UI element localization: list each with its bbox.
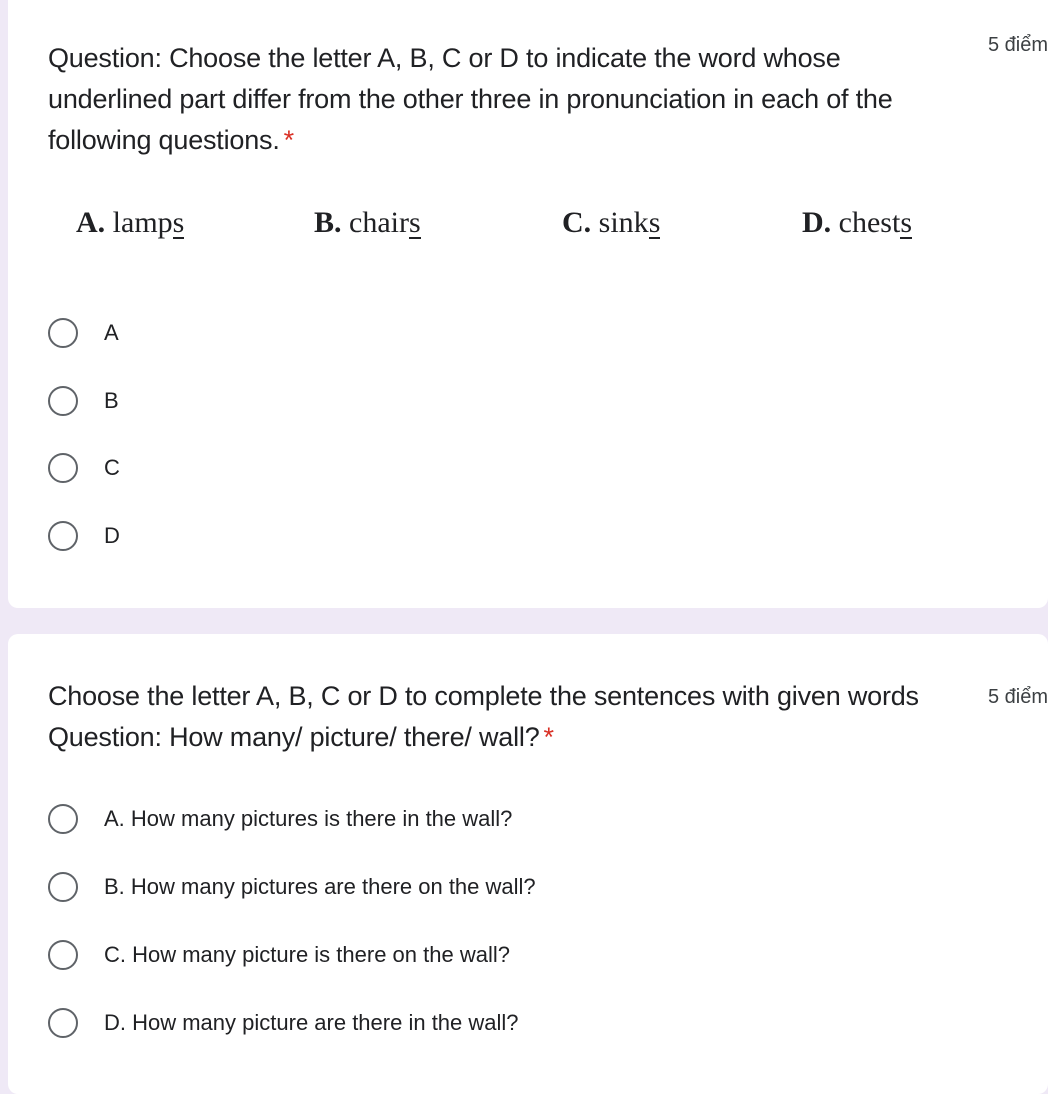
word-choice-a [76, 206, 184, 240]
question-card-1 [8, 0, 1048, 608]
answer-option-a[interactable] [48, 317, 119, 349]
radio-button[interactable] [48, 386, 78, 416]
answer-option-a[interactable] [48, 803, 512, 835]
word-letter: D. [802, 206, 832, 239]
question-2-points: 5 điểm [988, 686, 1048, 708]
option-label: C. How many picture is there on the wall? [104, 942, 510, 967]
answer-option-b[interactable] [48, 385, 119, 417]
underlined-part: s [172, 206, 185, 239]
question-2-text: Question: How many/ picture/ there/ wall? [48, 722, 540, 752]
radio-button[interactable] [48, 940, 78, 970]
question-1-text: Question: Choose the letter A, B, C or D to indicate the word whose underlined part differ from the other three in pronunciation in each of the following questions. [48, 43, 893, 155]
answer-option-d[interactable] [48, 1007, 519, 1039]
radio-button[interactable] [48, 453, 78, 483]
word-choice-d [802, 206, 912, 240]
option-label: D. How many picture are there in the wall? [104, 1010, 519, 1035]
underlined-part: s [648, 206, 661, 239]
radio-button[interactable] [48, 521, 78, 551]
word-letter: B. [314, 206, 342, 239]
word-letter: A. [76, 206, 106, 239]
option-label: B [104, 388, 119, 413]
required-asterisk: * [543, 722, 554, 752]
answer-option-c[interactable] [48, 939, 510, 971]
option-label: C [104, 455, 120, 480]
radio-button[interactable] [48, 1008, 78, 1038]
option-label: A. How many pictures is there in the wall? [104, 806, 513, 831]
question-1-points: 5 điểm [988, 34, 1048, 56]
word-stem: sink [598, 206, 649, 239]
word-choices-row [8, 206, 1008, 246]
word-stem: lamp [112, 206, 173, 239]
question-2-prompt [48, 717, 988, 758]
radio-button[interactable] [48, 318, 78, 348]
radio-button[interactable] [48, 804, 78, 834]
answer-option-d[interactable] [48, 520, 120, 552]
option-label: B. How many pictures are there on the wall? [104, 874, 536, 899]
underlined-part: s [900, 206, 912, 239]
word-stem: chest [838, 206, 901, 239]
word-choice-c [562, 206, 660, 240]
underlined-part: s [408, 206, 421, 239]
word-letter: C. [562, 206, 592, 239]
option-label: D [104, 523, 120, 548]
option-label: A [104, 320, 119, 345]
word-choice-b [314, 206, 421, 240]
question-card-2 [8, 634, 1048, 1094]
answer-option-c[interactable] [48, 452, 120, 484]
question-2-title [48, 676, 988, 758]
required-asterisk: * [283, 125, 294, 155]
answer-option-b[interactable] [48, 871, 536, 903]
word-stem: chair [349, 206, 409, 239]
radio-button[interactable] [48, 872, 78, 902]
question-1-title [48, 38, 968, 161]
question-2-instruction: Choose the letter A, B, C or D to complete the sentences with given words [48, 681, 919, 711]
